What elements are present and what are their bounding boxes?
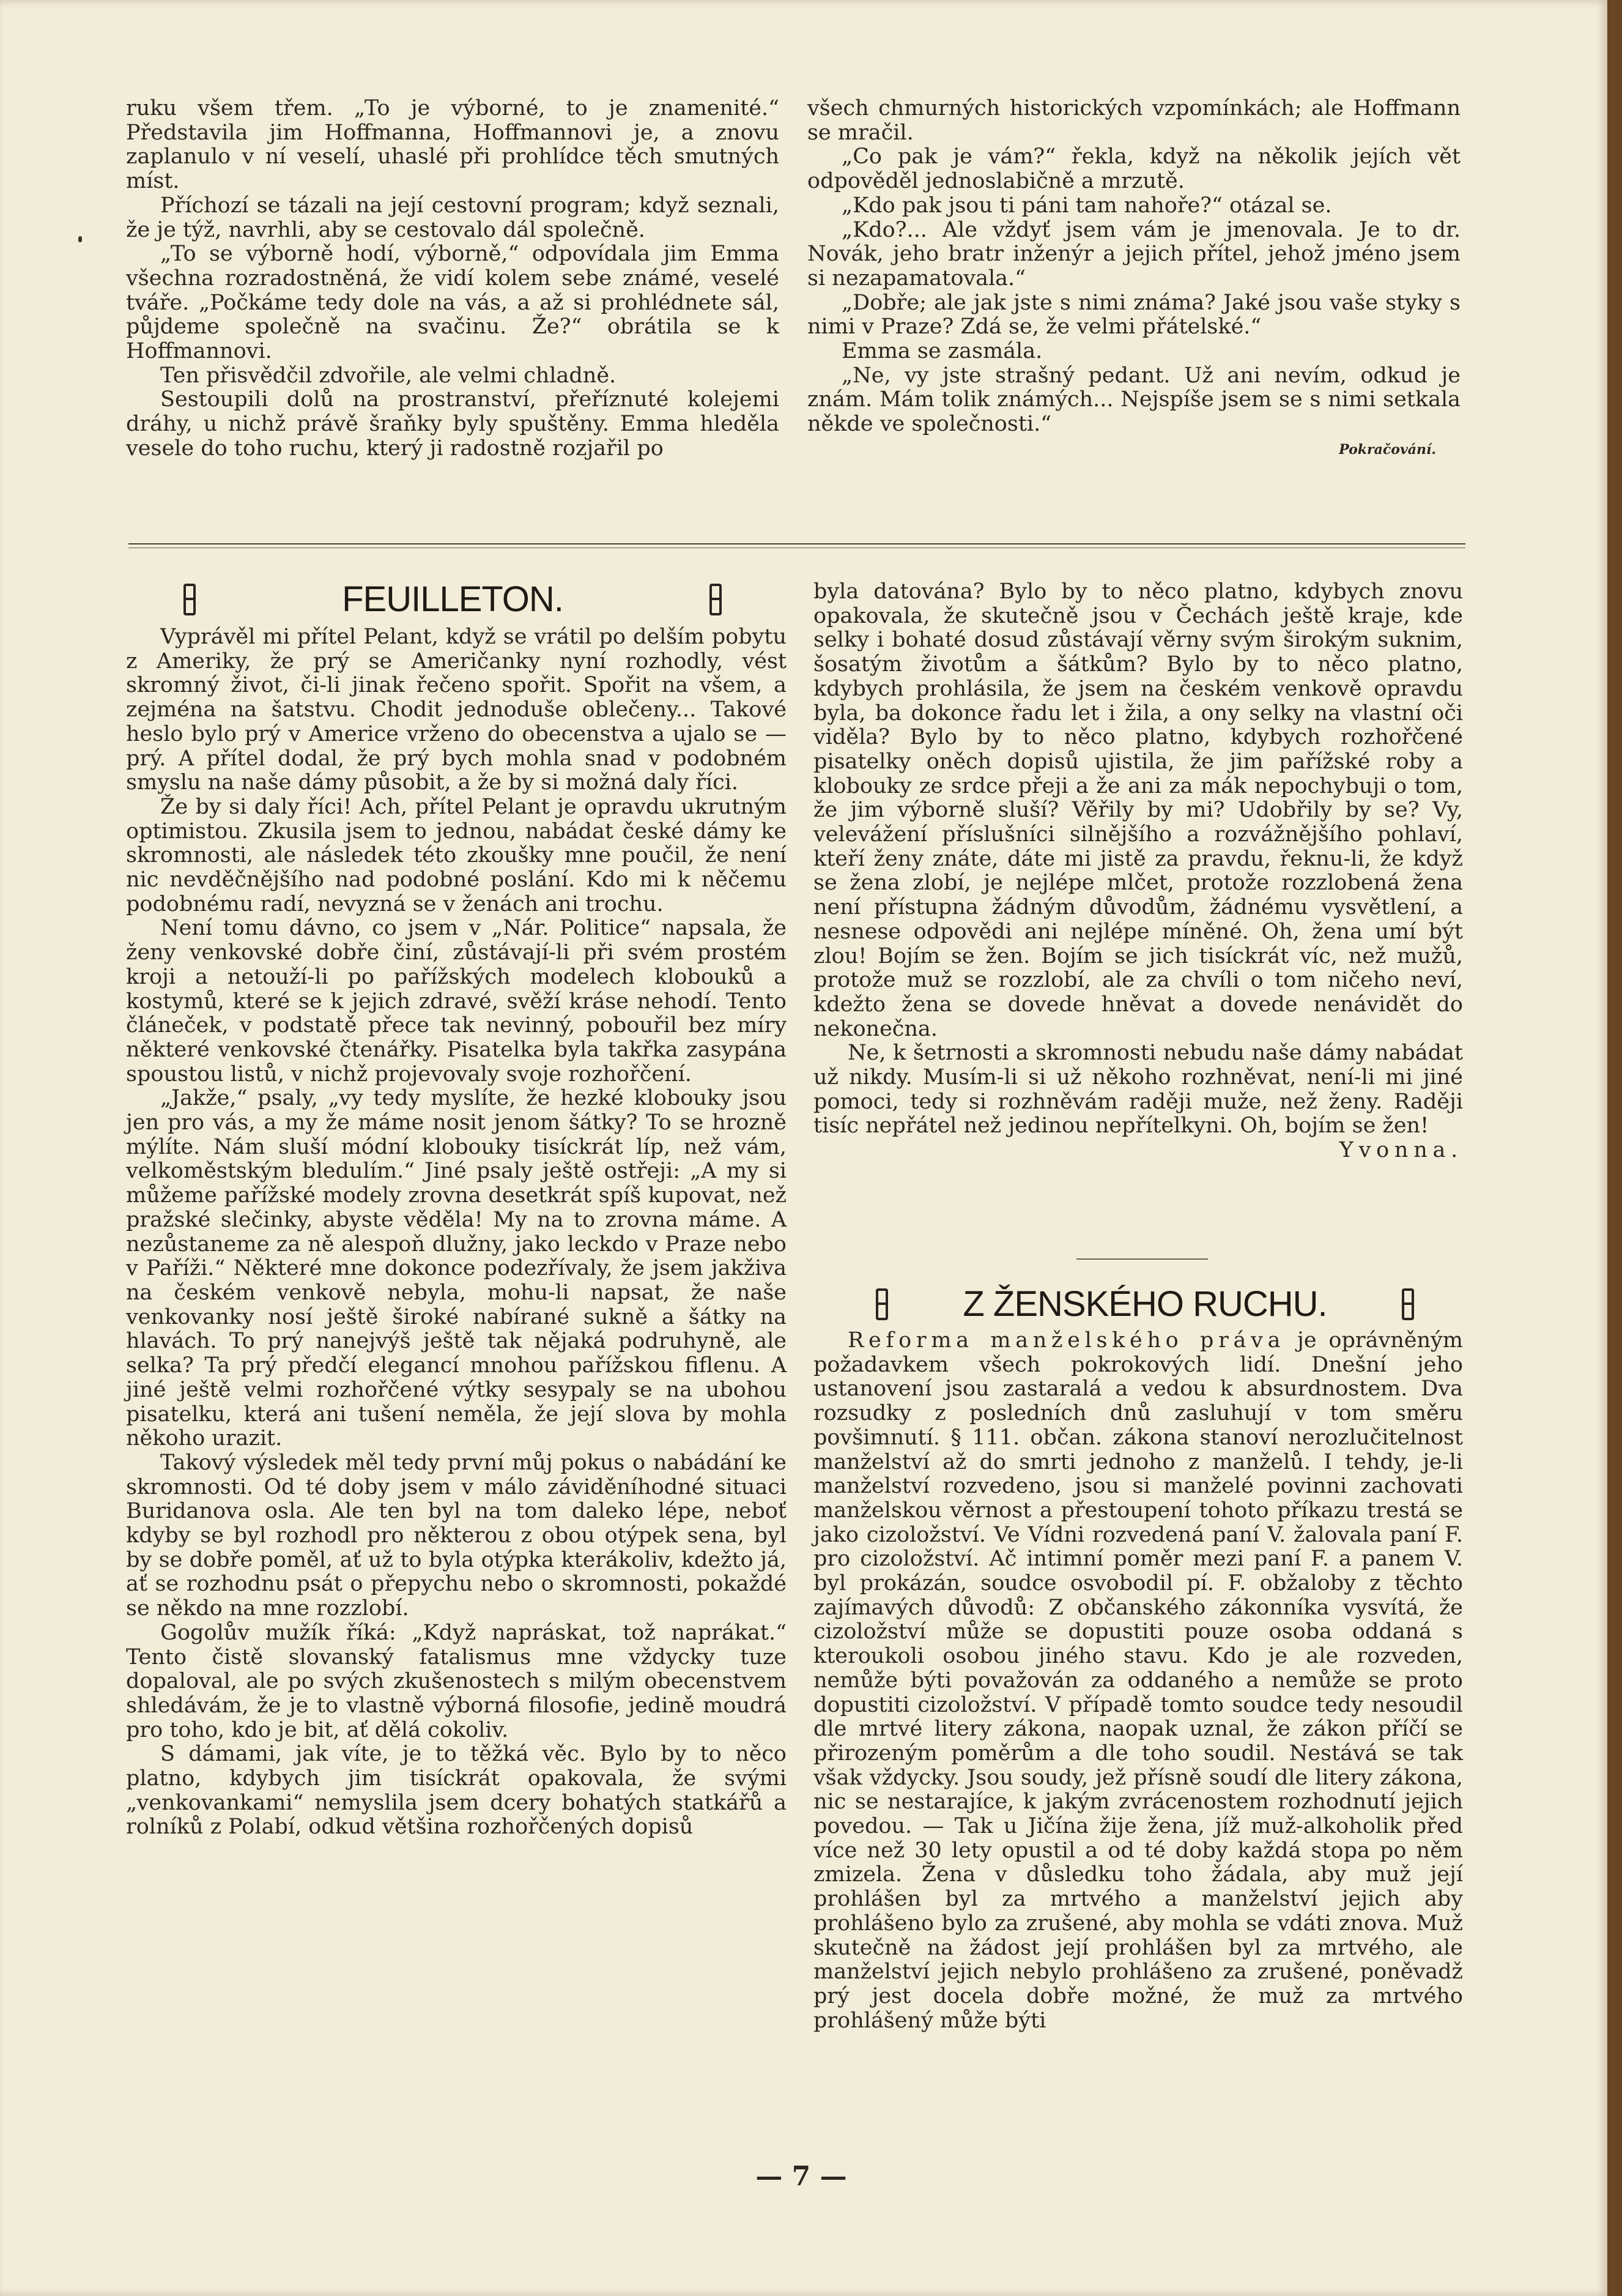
story-paragraph: „Co pak je vám?“ řekla, když na několik jejích vět odpověděl jednoslabičně a mrzutě.	[807, 144, 1461, 194]
continued-note: Pokračování.	[1339, 441, 1436, 458]
feuilleton-paragraph: Gogolův mužík říká: „Když napráskat, tož naprákat.“ Tento čistě slovanský fatalismus mne vždycky tuze dopaloval, ale po svých zkušenostech s milým obecenstvem shledávám, že je to vlastně výborná filosofie, jedině moudrá pro toho, kdo je bit, ať dělá cokoliv.	[126, 1620, 787, 1742]
feuilleton-heading	[183, 579, 722, 620]
ornament-icon	[183, 584, 196, 615]
ornament-icon	[876, 1288, 888, 1320]
short-divider	[1076, 1258, 1208, 1260]
section-divider	[128, 543, 1465, 548]
feuilleton-closing-text: Ne, k šetrnosti a skromnosti nebudu naše dámy nabádat už nikdy. Musím-li si už někoho rozhněvat, není-li mi jiné pomoci, tedy si rozhněvám raději muže, než ženy. Raději tisíc nepřátel než jedinou nepřítelkyni. Oh, bojím se žen!	[813, 1041, 1463, 1139]
story-paragraph: ruku všem třem. „To je výborné, to je znamenité.“ Představila jim Hoffmanna, Hoffmannovi je, a znovu zaplanulo v ní veselí, uhaslé při prohlídce těch smutných míst.	[126, 96, 779, 194]
ornament-icon	[1402, 1288, 1414, 1320]
ruch-paragraph	[813, 1329, 1463, 2033]
ruch-heading	[876, 1284, 1414, 1324]
book-spine	[1607, 0, 1622, 2296]
feuilleton-paragraph: Není tomu dávno, co jsem v „Nár. Politice“ napsala, že ženy venkovské dobře činí, zůstávají-li při svém prostém kroji a netouží-li po pařížských modelech klobouků a kostymů, které se k jejich zdravé, svěží kráse nehodí. Tento článeček, v podstatě přece tak nevinný, pobouřil bez míry některé venkovské čtenářky. Pisatelka byla takřka zasypána spoustou listů, v nichž projevovaly svoje rozhořčení.	[126, 916, 787, 1087]
story-paragraph: „Kdo pak jsou ti páni tam nahoře?“ otázal se.	[842, 193, 1332, 218]
story-paragraph: Ten přisvědčil zdvořile, ale velmi chladně.	[160, 363, 617, 388]
page-number: — 7 —	[755, 2161, 847, 2192]
feuilleton-paragraph: Takový výsledek měl tedy první můj pokus o nabádání ke skromnosti. Od té doby jsem v málo záviděníhodné situaci Buridanova osla. Ale ten byl na tom daleko lépe, neboť kdyby se byl rozhodl pro některou z obou otýpek sena, byl by se dobře poměl, ať už to byla otýpka kterákoliv, kdežto já, ať se rozhodnu psát o přepychu nebo o skromnosti, pokaždé se někdo na mne rozzlobí.	[126, 1450, 787, 1621]
story-paragraph: „Ne, vy jste strašný pedant. Už ani nevím, odkud je znám. Mám tolik známých... Nejspíše jsem se s nimi setkala někde ve společnosti.“	[807, 363, 1461, 437]
story-paragraph: „Kdo?... Ale vždyť jsem vám je jmenovala. Je to dr. Novák, jeho bratr inženýr a jejich přítel, jehož jméno jsem si nezapamatovala.“	[807, 217, 1461, 291]
feuilleton-paragraph: S dámami, jak víte, je to těžká věc. Bylo by to něco platno, kdybych jim tisíckrát opakovala, že svými „venkovankami“ nemyslila jsem dcery bohatých statkářů a rolníků z Polabí, odkud většina rozhořčených dopisů	[126, 1742, 787, 1840]
feuilleton-paragraph	[813, 1041, 1463, 1163]
author-signature: Yvonna.	[1339, 1138, 1463, 1163]
ruch-column	[813, 1329, 1463, 2033]
story-paragraph: Emma se zasmála.	[842, 339, 1043, 364]
story-paragraph: všech chmurných historických vzpomínkách; ale Hoffmann se mračil.	[807, 96, 1461, 145]
ink-mark	[78, 236, 82, 242]
feuilleton-paragraph: Že by si daly říci! Ach, přítel Pelant je opravdu ukrutným optimistou. Zkusila jsem to jednou, nabádat české dámy ke skromnosti, ale následek této zkoušky mne poučil, že není nic nevděčnějšího nad podobné poslání. Kdo mi k něčemu podobnému radí, nevyzná se v ženách ani trochu.	[126, 794, 787, 916]
feuilleton-left-column	[126, 625, 787, 1840]
serial-story-left-column	[126, 97, 779, 461]
ornament-icon	[709, 584, 722, 615]
ruch-text: je oprávněným požadavkem všech pokrokových lidí. Dnešní jeho ustanovení jsou zastaralá a vedou k absurdnostem. Dva rozsudky z posledních dnů zasluhují v tom směru povšimnutí. § 111. občan. zákona stanoví nerozlučitelnost manželství až do smrti jednoho z manželů. I tehdy, je-li manželství rozvedeno, jsou si manželé povinni zachovati manželskou věrnost a přestoupení tohoto příkazu trestá se jako cizoložství. Ve Vídni rozvedená paní V. žalovala paní F. pro cizoložství. Ač intimní poměr mezi paní F. a panem V. byl prokázán, soudce osvobodil pí. F. obžaloby z těchto zajímavých důvodů: Z občanského zákonníka vysvítá, že cizoložství může se dopustiti pouze osoba oddaná s kteroukoli osobou jiného stavu. Kdo je ale rozveden, nemůže býti považován za oddaného a nemůže se proto dopustiti cizoložství. V případě tomto soudce tedy nesoudil dle mrtvé litery zákona, naopak uznal, že zákon příčí se přirozeným poměrům a dle toho soudil. Nestává se tak však vždycky. Jsou soudy, jež přísně soudí dle litery zákona, nic se nestarajíce, k jakým zvrácenostem rozhodnutí jejich povedou. — Tak u Jičína žije žena, jíž muž-alkoholik před více než 30 lety opustil a od té doby každá stopa po něm zmizela. Žena v důsledku toho žádala, aby muž její prohlášen byl za mrtvého a manželství jejich aby prohlášeno bylo za zrušené, aby mohla se vdáti znova. Muž skutečně na žádost její prohlášen byl za mrtvého, ale manželství jejich nebylo prohlášeno za zrušené, poněvadž prý jest docela dobře možné, že muž za mrtvého prohlášený může býti	[813, 1328, 1463, 2033]
feuilleton-right-column	[813, 580, 1463, 1163]
feuilleton-title: FEUILLETON.	[342, 579, 563, 619]
ruch-lead: Reforma manželského práva	[848, 1328, 1286, 1353]
feuilleton-paragraph: „Jakže,“ psaly, „vy tedy myslíte, že hezké klobouky jsou jen pro vás, a my že máme nosit jenom šátky? To se hrozně mýlíte. Nám sluší módní klobouky tisíckrát líp, než vám, velkoměstským bledulím.“ Jiné psaly ještě ostřeji: „A my si můžeme pařížské modely zrovna desetkrát spíš kupovat, než pražské slečinky, abyste věděla! My na to zrovna máme. A nezůstaneme za ně alespoň dlužny, jako leckdo v Praze nebo v Paříži.“ Některé mne dokonce podezřívaly, že jsem jakživa na českém venkově nebyla, mohu-li napsat, že naše venkovanky nosí ještě široké nabírané sukně a šátky na hlavách. To prý nanejvýš ještě tak nějaká podruhyně, ale selka? Ta prý předčí elegancí mnohou pařížskou fiflenu. A jiné ještě velmi rozhořčené výtky sesypaly se na ubohou pisatelku, která ani tušení neměla, že její slova by mohla někoho urazit.	[126, 1086, 787, 1451]
story-paragraph: Příchozí se tázali na její cestovní program; když seznali, že je týž, navrhli, aby se cestovalo dál společně.	[126, 193, 779, 242]
story-paragraph: Sestoupili dolů na prostranství, přeříznuté kolejemi dráhy, u nichž právě šraňky byly spuštěny. Emma hleděla vesele do toho ruchu, který ji radostně rozjařil po	[126, 387, 779, 461]
story-paragraph: „To se výborně hodí, výborně,“ odpovídala jim Emma všechna rozradostněná, že vidí kolem sebe známé, veselé tváře. „Počkáme tedy dole na vás, a až si prohlédnete sál, půjdeme společně na svačinu. Že?“ obrátila se k Hoffmannovi.	[126, 242, 779, 364]
story-paragraph: „Dobře; ale jak jste s nimi známa? Jaké jsou vaše styky s nimi v Praze? Zdá se, že velmi přátelské.“	[807, 290, 1461, 340]
serial-story-right-column	[807, 97, 1461, 459]
ruch-title: Z ŽENSKÉHO RUCHU.	[963, 1284, 1327, 1324]
feuilleton-paragraph: byla datována? Bylo by to něco platno, kdybych znovu opakovala, že skutečně jsou v Čechách ještě kraje, kde selky i bohaté dosud zůstávají věrny svým širokým suknim, šosatým životům a šátkům? Bylo by to něco platno, kdybych prohlásila, že jsem na českém venkově opravdu byla, ba dokonce řadu let i žila, a ony selky na vlastní oči viděla? Bylo by to něco platno, kdybych rozhořčené pisatelky oněch dopisů ujistila, že jim pařížské roby a klobouky ze srdce přeji a že ani za mák nepochybuji o tom, že jim výborně sluší? Věřily by mi? Udobřily by se? Vy, velevážení příslušníci silnějšího a rozvážnějšího pohlaví, kteří ženy znáte, dáte mi jistě za pravdu, řeknu-li, že když se žena zlobí, je nejlépe mlčet, protože rozzlobená žena není přístupna žádným důvodům, žádnému vysvětlení, a nesnese odpovědi ani nejlépe míněné. Oh, žena umí být zlou! Bojím se žen. Bojím se jich tisíckrát víc, než mužů, protože muž se rozzlobí, ale za chvíli o tom ničeho neví, kdežto žena se dovede hněvat a dovede nenávidět do nekonečna.	[813, 579, 1463, 1041]
feuilleton-paragraph: Vyprávěl mi přítel Pelant, když se vrátil po delším pobytu z Ameriky, že prý se Američanky nyní rozhodly, vést skromný život, či-li jinak řečeno spořit. Spořit na všem, a zejména na šatstvu. Chodit jednoduše oblečeny... Takové heslo bylo prý v Americe vrženo do obecenstva a ujalo se — prý. A přítel dodal, že prý bych mohla snad v podobném smyslu na naše dámy působit, a že by si možná daly říci.	[126, 625, 787, 795]
